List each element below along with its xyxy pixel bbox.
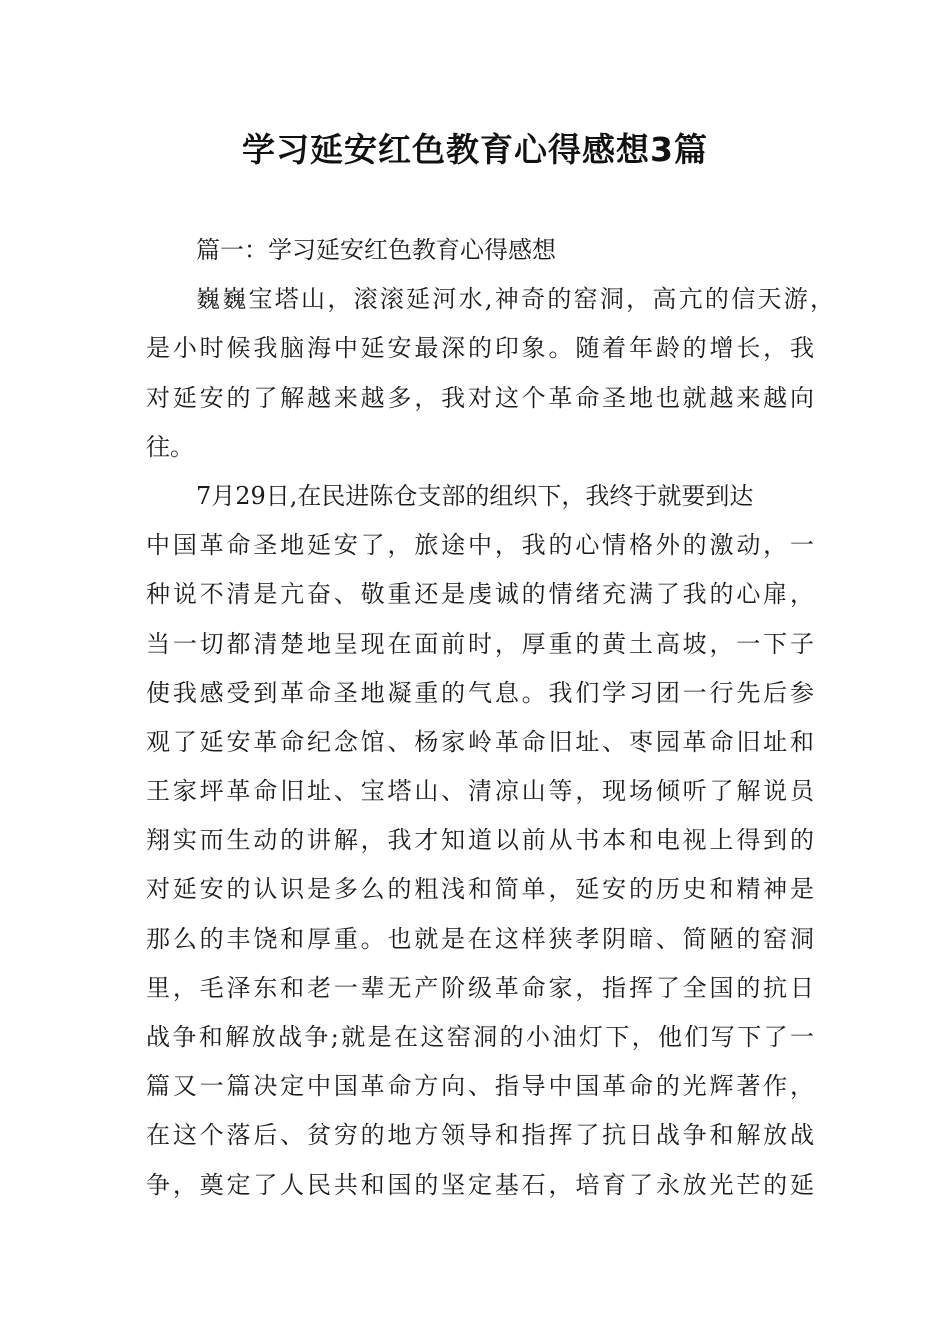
paragraph-2-line-11: 里，毛泽东和老一辈无产阶级革命家，指挥了全国的抗日 xyxy=(146,973,814,1002)
paragraph-2-line-15: 争，奠定了人民共和国的坚定基石，培育了永放光芒的延 xyxy=(146,1170,814,1199)
paragraph-2-line-10: 那么的丰饶和厚重。也就是在这样狭孝阴暗、简陋的窑洞 xyxy=(146,924,814,953)
paragraph-2-line-6: 观了延安革命纪念馆、杨家岭革命旧址、枣园革命旧址和 xyxy=(146,727,814,756)
paragraph-2-line-2: 中国革命圣地延安了，旅途中，我的心情格外的激动，一 xyxy=(146,531,814,560)
paragraph-2-line-13: 篇又一篇决定中国革命方向、指导中国革命的光辉著作， xyxy=(146,1072,814,1101)
paragraph-2-line-12: 战争和解放战争;就是在这窑洞的小油灯下，他们写下了一 xyxy=(146,1023,814,1051)
paragraph-2-line-14: 在这个落后、贫穷的地方领导和指挥了抗日战争和解放战 xyxy=(146,1121,814,1150)
paragraph-2-line-4: 当一切都清楚地呈现在面前时，厚重的黄土高坡，一下子 xyxy=(146,629,814,658)
paragraph-1-line-2: 是小时候我脑海中延安最深的印象。随着年龄的增长，我 xyxy=(146,334,814,363)
paragraph-2-line-7: 王家坪革命旧址、宝塔山、清凉山等，现场倾听了解说员 xyxy=(146,777,814,806)
paragraph-2-line-1: 7月29日,在民进陈仓支部的组织下，我终于就要到达 xyxy=(196,481,754,510)
section-heading: 篇一：学习延安红色教育心得感想 xyxy=(196,236,556,264)
paragraph-2-line-5: 使我感受到革命圣地凝重的气息。我们学习团一行先后参 xyxy=(146,678,814,707)
paragraph-1-line-4: 往。 xyxy=(146,432,194,461)
document-title: 学习延安红色教育心得感想3篇 xyxy=(242,130,708,169)
paragraph-2-line-8: 翔实而生动的讲解，我才知道以前从书本和电视上得到的 xyxy=(146,826,814,855)
paragraph-2-line-9: 对延安的认识是多么的粗浅和简单，延安的历史和精神是 xyxy=(146,875,814,904)
paragraph-1-line-1: 巍巍宝塔山，滚滚延河水,神奇的窑洞，高亢的信天游， xyxy=(196,285,834,314)
paragraph-1-line-3: 对延安的了解越来越多，我对这个革命圣地也就越来越向 xyxy=(146,383,814,412)
paragraph-2-line-3: 种说不清是亢奋、敬重还是虔诚的情绪充满了我的心扉， xyxy=(146,580,814,609)
document-body xyxy=(146,226,834,1210)
